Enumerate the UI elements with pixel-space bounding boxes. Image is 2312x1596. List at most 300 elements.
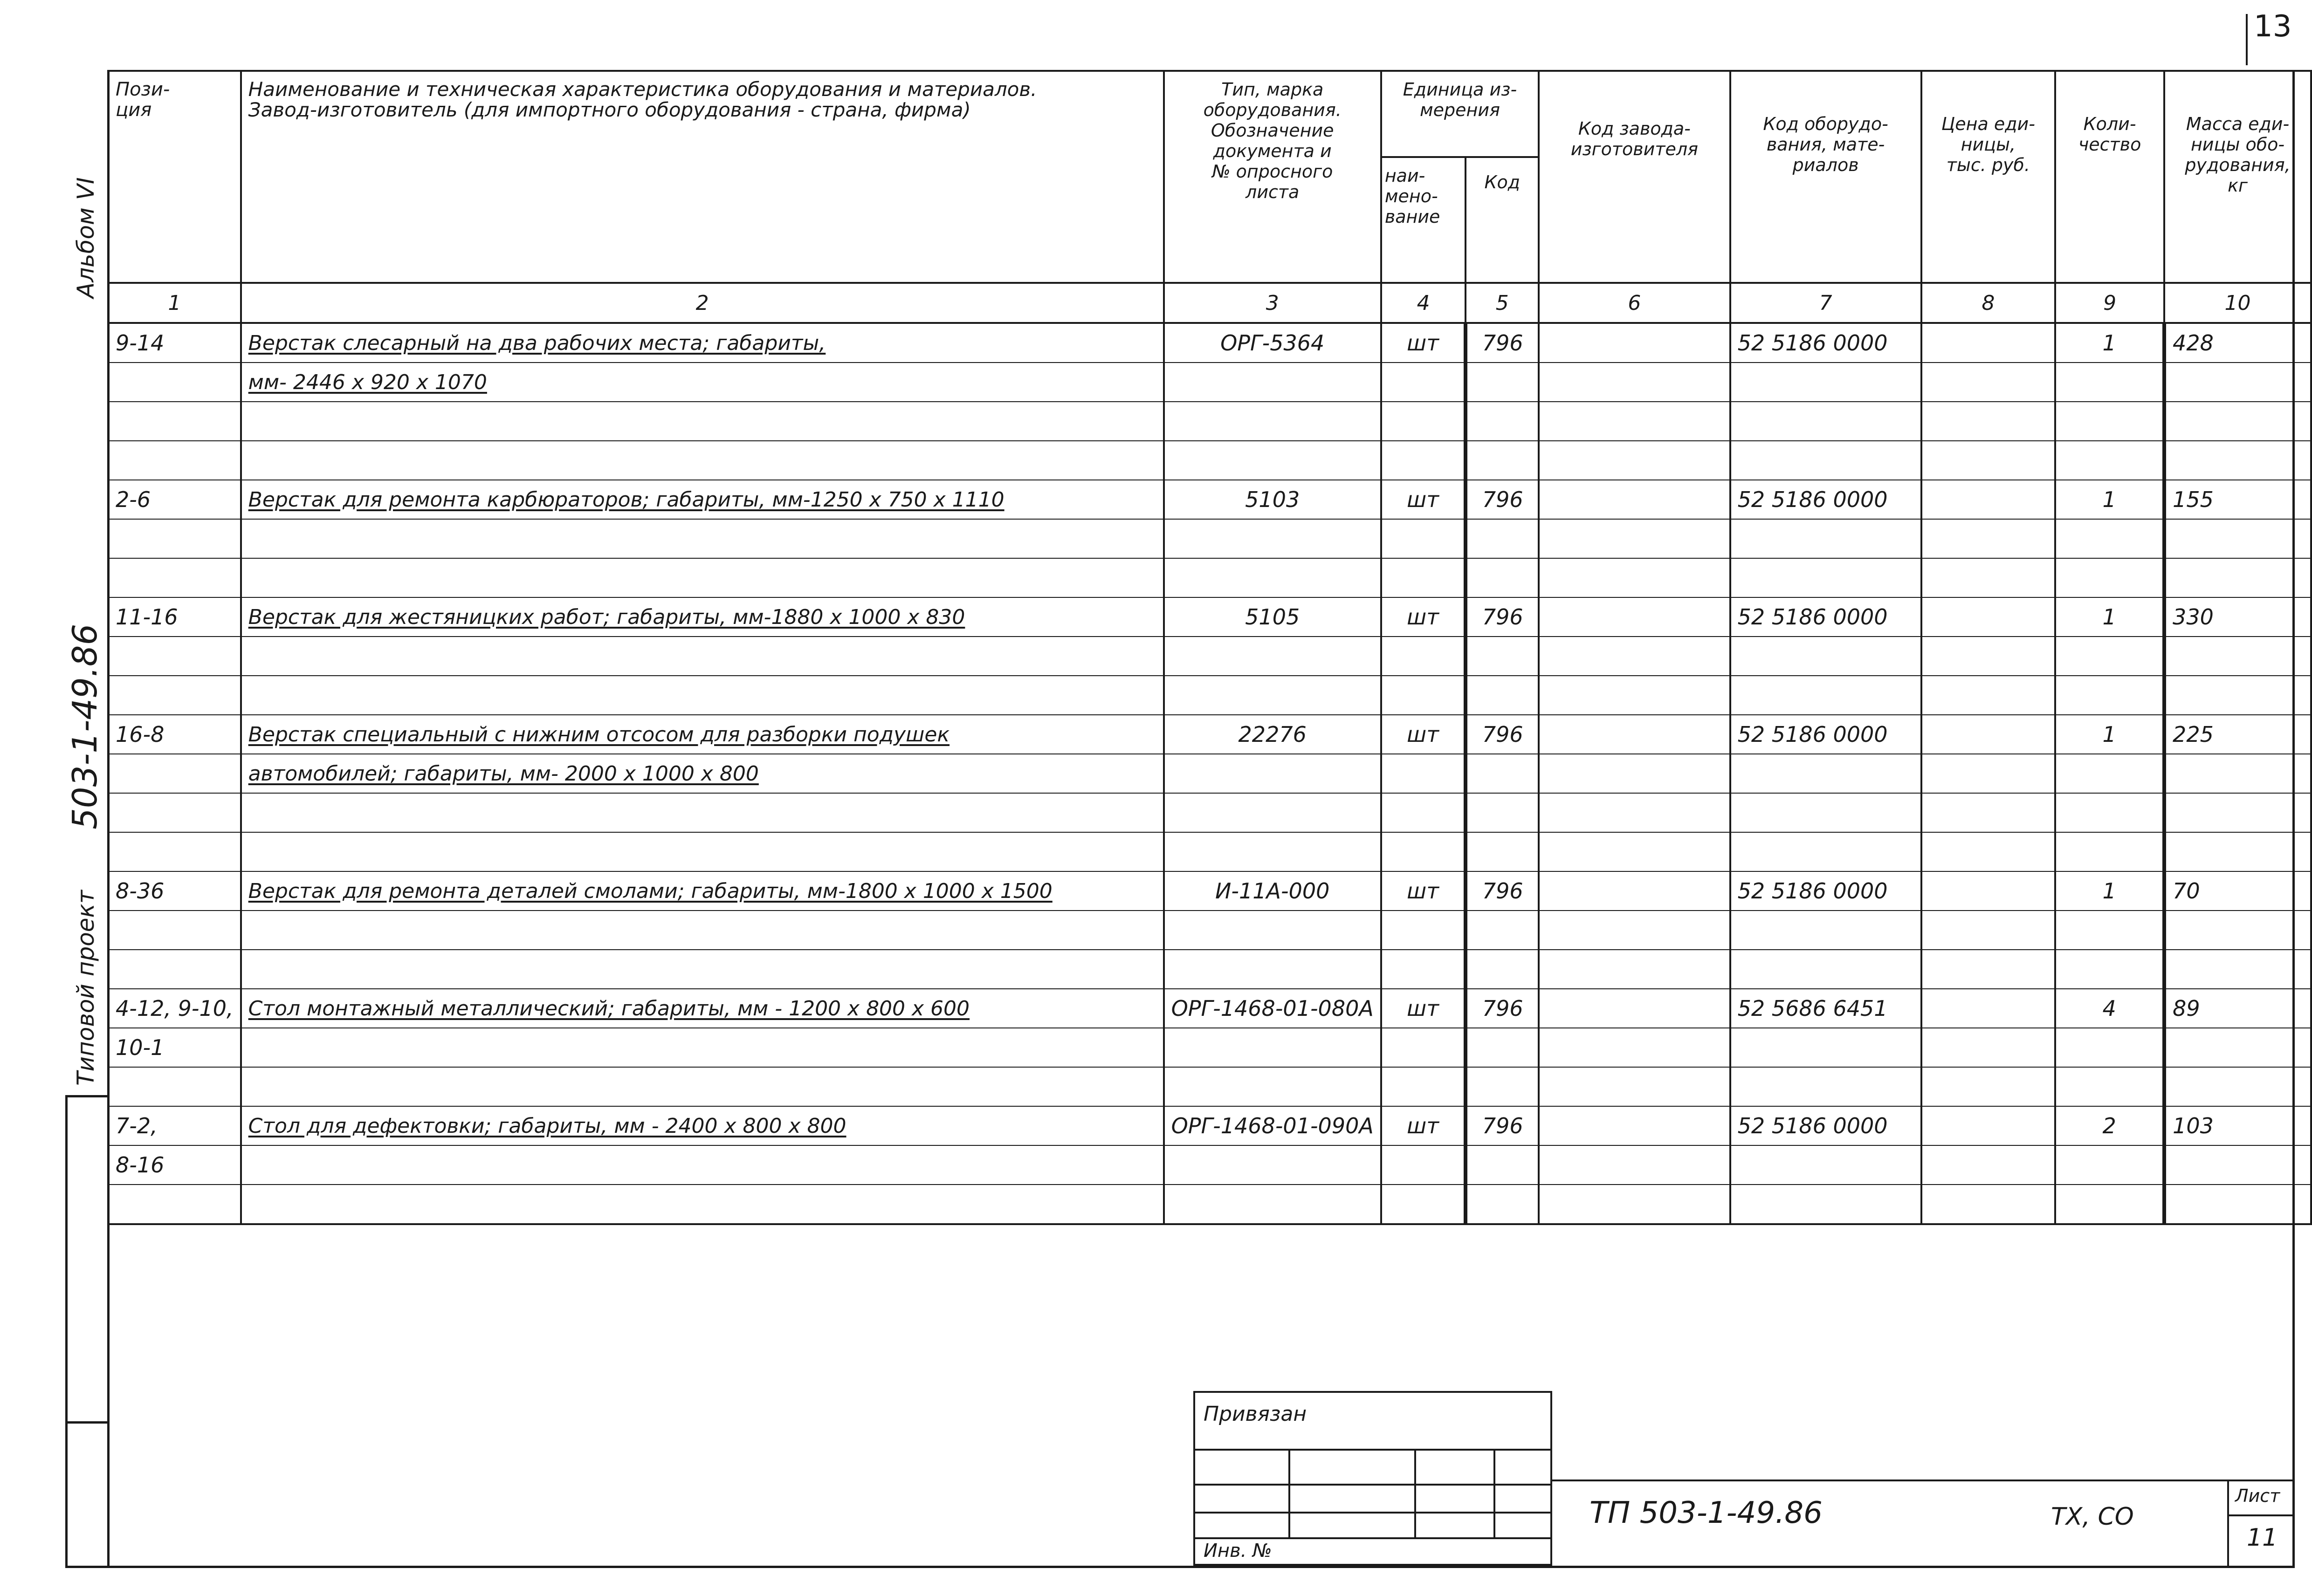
cell-code (1466, 519, 1539, 558)
cell-equip (1730, 363, 1921, 402)
cell-code: 796 (1466, 597, 1539, 637)
header-unit-group: Единица из- мерения (1381, 71, 1539, 157)
cell-code (1466, 911, 1539, 950)
cell-type (1164, 793, 1381, 832)
cell-pos (108, 363, 241, 402)
page-number: 13 (2254, 9, 2292, 44)
document-code: ТП 503-1-49.86 (1590, 1496, 1823, 1530)
cell-type: 5105 (1164, 597, 1381, 637)
cell-pos (108, 832, 241, 871)
cell-mass (2164, 363, 2311, 402)
cell-type (1164, 402, 1381, 441)
cell-factory (1539, 637, 1730, 676)
cell-price (1921, 441, 2056, 480)
cell-code (1466, 1067, 1539, 1106)
cell-pos (108, 793, 241, 832)
cell-type (1164, 1028, 1381, 1067)
cell-qty (2055, 793, 2164, 832)
frame-bottom (65, 1566, 2293, 1568)
cell-type (1164, 676, 1381, 715)
document-mark: ТХ, СО (2051, 1503, 2134, 1531)
cell-name (241, 1145, 1164, 1185)
cell-unit (1381, 676, 1466, 715)
table-row (108, 441, 2311, 480)
cell-qty: 1 (2055, 715, 2164, 754)
cell-pos (108, 519, 241, 558)
cell-code: 796 (1466, 480, 1539, 519)
cell-mass (2164, 832, 2311, 871)
cell-code (1466, 1145, 1539, 1185)
column-number: 8 (1921, 283, 2056, 323)
table-row (108, 832, 2311, 871)
column-number: 10 (2164, 283, 2311, 323)
table-row (108, 323, 2311, 363)
cell-unit: шт (1381, 1106, 1466, 1145)
cell-mass (2164, 950, 2311, 989)
cell-qty (2055, 1185, 2164, 1224)
cell-qty: 2 (2055, 1106, 2164, 1145)
cell-mass: 330 (2164, 597, 2311, 637)
column-number: 7 (1730, 283, 1921, 323)
cell-unit (1381, 637, 1466, 676)
cell-name: Верстак для ремонта карбюраторов; габариты, мм-1250 х 750 х 1110 (241, 480, 1164, 519)
cell-qty (2055, 637, 2164, 676)
cell-unit: шт (1381, 480, 1466, 519)
sheet-label: Лист (2235, 1486, 2280, 1506)
cell-unit (1381, 911, 1466, 950)
cell-pos: 2-6 (108, 480, 241, 519)
cell-type (1164, 363, 1381, 402)
cell-unit (1381, 1028, 1466, 1067)
cell-name (241, 558, 1164, 597)
cell-unit (1381, 402, 1466, 441)
stamp-line-2 (1195, 1484, 1550, 1486)
cell-qty: 1 (2055, 323, 2164, 363)
header-type: Тип, марка оборудования. Обозначение документа и № опросного листа (1164, 71, 1381, 283)
cell-mass (2164, 441, 2311, 480)
table-row (108, 1106, 2311, 1145)
stamp-line-4 (1195, 1537, 1550, 1539)
cell-name: мм- 2446 х 920 х 1070 (241, 363, 1164, 402)
cell-qty (2055, 558, 2164, 597)
cell-equip (1730, 950, 1921, 989)
cell-qty: 1 (2055, 597, 2164, 637)
frame-sidebar-top (65, 1095, 110, 1097)
cell-equip (1730, 1185, 1921, 1224)
cell-code: 796 (1466, 1106, 1539, 1145)
cell-pos (108, 950, 241, 989)
cell-equip (1730, 1145, 1921, 1185)
cell-price (1921, 715, 2056, 754)
stamp-vline-3 (1493, 1449, 1495, 1537)
cell-type: 5103 (1164, 480, 1381, 519)
cell-type (1164, 519, 1381, 558)
cell-code (1466, 441, 1539, 480)
cell-factory (1539, 597, 1730, 637)
cell-pos (108, 637, 241, 676)
cell-factory (1539, 363, 1730, 402)
cell-factory (1539, 323, 1730, 363)
cell-mass: 155 (2164, 480, 2311, 519)
stamp-inv-no: Инв. № (1204, 1540, 1272, 1562)
cell-equip (1730, 519, 1921, 558)
cell-unit (1381, 519, 1466, 558)
cell-pos (108, 754, 241, 793)
cell-price (1921, 519, 2056, 558)
cell-type (1164, 441, 1381, 480)
cell-mass: 428 (2164, 323, 2311, 363)
cell-equip (1730, 1067, 1921, 1106)
table-row (108, 871, 2311, 911)
cell-pos (108, 558, 241, 597)
cell-type: 22276 (1164, 715, 1381, 754)
cell-equip (1730, 911, 1921, 950)
cell-factory (1539, 754, 1730, 793)
cell-type (1164, 1185, 1381, 1224)
table-row (108, 363, 2311, 402)
cell-code (1466, 950, 1539, 989)
header-name: Наименование и техническая характеристика оборудования и материалов. Завод-изготовитель (для импортного оборудования - страна, фирма) (241, 71, 1164, 283)
cell-factory (1539, 911, 1730, 950)
cell-factory (1539, 1067, 1730, 1106)
cell-pos (108, 441, 241, 480)
cell-unit: шт (1381, 871, 1466, 911)
cell-qty (2055, 519, 2164, 558)
cell-code (1466, 793, 1539, 832)
cell-factory (1539, 1145, 1730, 1185)
page-number-divider (2246, 14, 2248, 65)
cell-type: ОРГ-5364 (1164, 323, 1381, 363)
cell-unit: шт (1381, 989, 1466, 1028)
cell-code (1466, 637, 1539, 676)
cell-name (241, 637, 1164, 676)
cell-name (241, 402, 1164, 441)
cell-mass (2164, 402, 2311, 441)
stamp-linked-label: Привязан (1204, 1402, 1307, 1426)
cell-factory (1539, 793, 1730, 832)
cell-code: 796 (1466, 871, 1539, 911)
cell-code (1466, 832, 1539, 871)
cell-price (1921, 676, 2056, 715)
cell-factory (1539, 950, 1730, 989)
cell-price (1921, 363, 2056, 402)
cell-price (1921, 950, 2056, 989)
table-row (108, 402, 2311, 441)
cell-unit: шт (1381, 715, 1466, 754)
stamp-line-1 (1195, 1449, 1550, 1451)
cell-price (1921, 1106, 2056, 1145)
cell-name: Верстак для жестяницких работ; габариты, мм-1880 х 1000 х 830 (241, 597, 1164, 637)
table-row (108, 1067, 2311, 1106)
cell-type: И-11А-000 (1164, 871, 1381, 911)
cell-name: Стол для дефектовки; габариты, мм - 2400 х 800 х 800 (241, 1106, 1164, 1145)
cell-equip: 52 5186 0000 (1730, 480, 1921, 519)
frame-sidebar-mid (65, 1421, 110, 1424)
stamp-vline-1 (1288, 1449, 1290, 1537)
side-album: Альбом VI (72, 177, 99, 298)
side-project-code: 503-1-49.86 (65, 623, 104, 829)
cell-price (1921, 793, 2056, 832)
cell-mass: 225 (2164, 715, 2311, 754)
cell-price (1921, 1067, 2056, 1106)
cell-code (1466, 558, 1539, 597)
cell-code (1466, 363, 1539, 402)
cell-name (241, 1185, 1164, 1224)
cell-price (1921, 402, 2056, 441)
table-row (108, 637, 2311, 676)
cell-code (1466, 676, 1539, 715)
cell-pos: 8-16 (108, 1145, 241, 1185)
column-number: 1 (108, 283, 241, 323)
cell-pos (108, 1185, 241, 1224)
cell-mass: 70 (2164, 871, 2311, 911)
stamp-line-3 (1195, 1512, 1550, 1514)
cell-type (1164, 637, 1381, 676)
cell-name: Верстак слесарный на два рабочих места; габариты, (241, 323, 1164, 363)
specification-table (107, 70, 2312, 1225)
cell-factory (1539, 871, 1730, 911)
cell-qty: 4 (2055, 989, 2164, 1028)
cell-price (1921, 480, 2056, 519)
table-row (108, 676, 2311, 715)
header-price: Цена еди- ницы, тыс. руб. (1921, 71, 2056, 283)
cell-name: Верстак специальный с нижним отсосом для разборки подушек (241, 715, 1164, 754)
table-row (108, 1028, 2311, 1067)
cell-unit (1381, 754, 1466, 793)
cell-mass (2164, 1185, 2311, 1224)
cell-name (241, 1067, 1164, 1106)
cell-factory (1539, 519, 1730, 558)
cell-pos (108, 911, 241, 950)
cell-unit (1381, 363, 1466, 402)
cell-qty (2055, 676, 2164, 715)
table-row (108, 754, 2311, 793)
table-row (108, 597, 2311, 637)
cell-qty (2055, 363, 2164, 402)
cell-code (1466, 1185, 1539, 1224)
table-row (108, 950, 2311, 989)
cell-mass (2164, 1028, 2311, 1067)
header-mass: Масса еди- ницы обо- рудования, кг (2164, 71, 2311, 283)
cell-equip (1730, 637, 1921, 676)
cell-pos: 10-1 (108, 1028, 241, 1067)
cell-unit (1381, 441, 1466, 480)
cell-factory (1539, 441, 1730, 480)
cell-factory (1539, 480, 1730, 519)
table-row (108, 480, 2311, 519)
cell-price (1921, 558, 2056, 597)
side-project: Типовой проект (72, 890, 99, 1086)
column-number: 5 (1466, 283, 1539, 323)
cell-mass (2164, 1067, 2311, 1106)
cell-code: 796 (1466, 715, 1539, 754)
cell-price (1921, 989, 2056, 1028)
sheet-number: 11 (2247, 1524, 2278, 1552)
cell-unit (1381, 793, 1466, 832)
cell-unit (1381, 1067, 1466, 1106)
cell-name (241, 832, 1164, 871)
cell-equip (1730, 441, 1921, 480)
cell-price (1921, 832, 2056, 871)
cell-type (1164, 1145, 1381, 1185)
cell-name: Стол монтажный металлический; габариты, мм - 1200 х 800 х 600 (241, 989, 1164, 1028)
binding-stamp (1193, 1391, 1552, 1566)
cell-mass: 103 (2164, 1106, 2311, 1145)
cell-type: ОРГ-1468-01-080А (1164, 989, 1381, 1028)
cell-unit (1381, 1185, 1466, 1224)
cell-equip: 52 5186 0000 (1730, 1106, 1921, 1145)
cell-name: Верстак для ремонта деталей смолами; габариты, мм-1800 х 1000 х 1500 (241, 871, 1164, 911)
cell-mass (2164, 911, 2311, 950)
cell-factory (1539, 1106, 1730, 1145)
title-block-top (1552, 1480, 2293, 1481)
header-unit-name: наи- мено- вание (1381, 157, 1466, 283)
cell-mass: 89 (2164, 989, 2311, 1028)
cell-type (1164, 558, 1381, 597)
cell-pos (108, 676, 241, 715)
cell-equip (1730, 1028, 1921, 1067)
cell-code (1466, 754, 1539, 793)
cell-factory (1539, 676, 1730, 715)
header-equipment-code: Код оборудо- вания, мате- риалов (1730, 71, 1921, 283)
cell-pos (108, 1067, 241, 1106)
cell-unit (1381, 1145, 1466, 1185)
cell-equip (1730, 832, 1921, 871)
cell-equip: 52 5186 0000 (1730, 871, 1921, 911)
sheet-cell-left (2227, 1480, 2229, 1568)
table-row (108, 715, 2311, 754)
cell-factory (1539, 1028, 1730, 1067)
cell-code (1466, 1028, 1539, 1067)
cell-price (1921, 597, 2056, 637)
table-row (108, 1145, 2311, 1185)
cell-price (1921, 1145, 2056, 1185)
cell-type: ОРГ-1468-01-090А (1164, 1106, 1381, 1145)
cell-factory (1539, 558, 1730, 597)
cell-unit: шт (1381, 323, 1466, 363)
sheet-cell-mid (2227, 1514, 2293, 1516)
column-number: 4 (1381, 283, 1466, 323)
table-row (108, 519, 2311, 558)
cell-name: автомобилей; габариты, мм- 2000 х 1000 х 800 (241, 754, 1164, 793)
cell-equip (1730, 676, 1921, 715)
column-number-row (108, 283, 2311, 323)
cell-price (1921, 911, 2056, 950)
cell-equip: 52 5186 0000 (1730, 597, 1921, 637)
cell-equip: 52 5686 6451 (1730, 989, 1921, 1028)
cell-equip: 52 5186 0000 (1730, 323, 1921, 363)
cell-equip: 52 5186 0000 (1730, 715, 1921, 754)
cell-name (241, 793, 1164, 832)
cell-equip (1730, 558, 1921, 597)
cell-code: 796 (1466, 989, 1539, 1028)
cell-code (1466, 402, 1539, 441)
cell-name (241, 911, 1164, 950)
cell-name (241, 519, 1164, 558)
table-row (108, 558, 2311, 597)
cell-qty: 1 (2055, 480, 2164, 519)
header-quantity: Коли- чество (2055, 71, 2164, 283)
cell-name (241, 1028, 1164, 1067)
header-position: Пози- ция (108, 71, 241, 283)
cell-qty: 1 (2055, 871, 2164, 911)
cell-type (1164, 1067, 1381, 1106)
cell-qty (2055, 950, 2164, 989)
cell-equip (1730, 793, 1921, 832)
cell-pos: 11-16 (108, 597, 241, 637)
cell-unit (1381, 950, 1466, 989)
cell-name (241, 441, 1164, 480)
cell-price (1921, 871, 2056, 911)
cell-pos: 4-12, 9-10, (108, 989, 241, 1028)
table-row (108, 989, 2311, 1028)
cell-mass (2164, 558, 2311, 597)
cell-price (1921, 637, 2056, 676)
table-row (108, 793, 2311, 832)
cell-factory (1539, 1185, 1730, 1224)
cell-qty (2055, 832, 2164, 871)
cell-qty (2055, 1145, 2164, 1185)
cell-factory (1539, 989, 1730, 1028)
cell-price (1921, 1185, 2056, 1224)
cell-qty (2055, 441, 2164, 480)
cell-factory (1539, 715, 1730, 754)
cell-qty (2055, 1028, 2164, 1067)
cell-pos: 7-2, (108, 1106, 241, 1145)
cell-name (241, 950, 1164, 989)
column-number: 2 (241, 283, 1164, 323)
cell-type (1164, 950, 1381, 989)
cell-pos: 9-14 (108, 323, 241, 363)
cell-mass (2164, 519, 2311, 558)
cell-price (1921, 323, 2056, 363)
cell-factory (1539, 402, 1730, 441)
cell-price (1921, 1028, 2056, 1067)
cell-pos: 8-36 (108, 871, 241, 911)
header-factory-code: Код завода- изготовителя (1539, 71, 1730, 283)
cell-mass (2164, 637, 2311, 676)
cell-price (1921, 754, 2056, 793)
cell-equip (1730, 402, 1921, 441)
stamp-vline-2 (1414, 1449, 1416, 1537)
cell-qty (2055, 1067, 2164, 1106)
cell-pos (108, 402, 241, 441)
table-row (108, 1185, 2311, 1224)
cell-unit (1381, 558, 1466, 597)
cell-equip (1730, 754, 1921, 793)
cell-name (241, 676, 1164, 715)
header-unit-code: Код (1466, 157, 1539, 283)
column-number: 9 (2055, 283, 2164, 323)
cell-qty (2055, 911, 2164, 950)
cell-mass (2164, 676, 2311, 715)
cell-unit: шт (1381, 597, 1466, 637)
cell-type (1164, 911, 1381, 950)
frame-sidebar-left (65, 1095, 68, 1568)
cell-qty (2055, 754, 2164, 793)
cell-code: 796 (1466, 323, 1539, 363)
cell-type (1164, 754, 1381, 793)
column-number: 6 (1539, 283, 1730, 323)
cell-mass (2164, 793, 2311, 832)
column-number: 3 (1164, 283, 1381, 323)
cell-mass (2164, 1145, 2311, 1185)
table-row (108, 911, 2311, 950)
cell-qty (2055, 402, 2164, 441)
cell-factory (1539, 832, 1730, 871)
cell-mass (2164, 754, 2311, 793)
cell-type (1164, 832, 1381, 871)
